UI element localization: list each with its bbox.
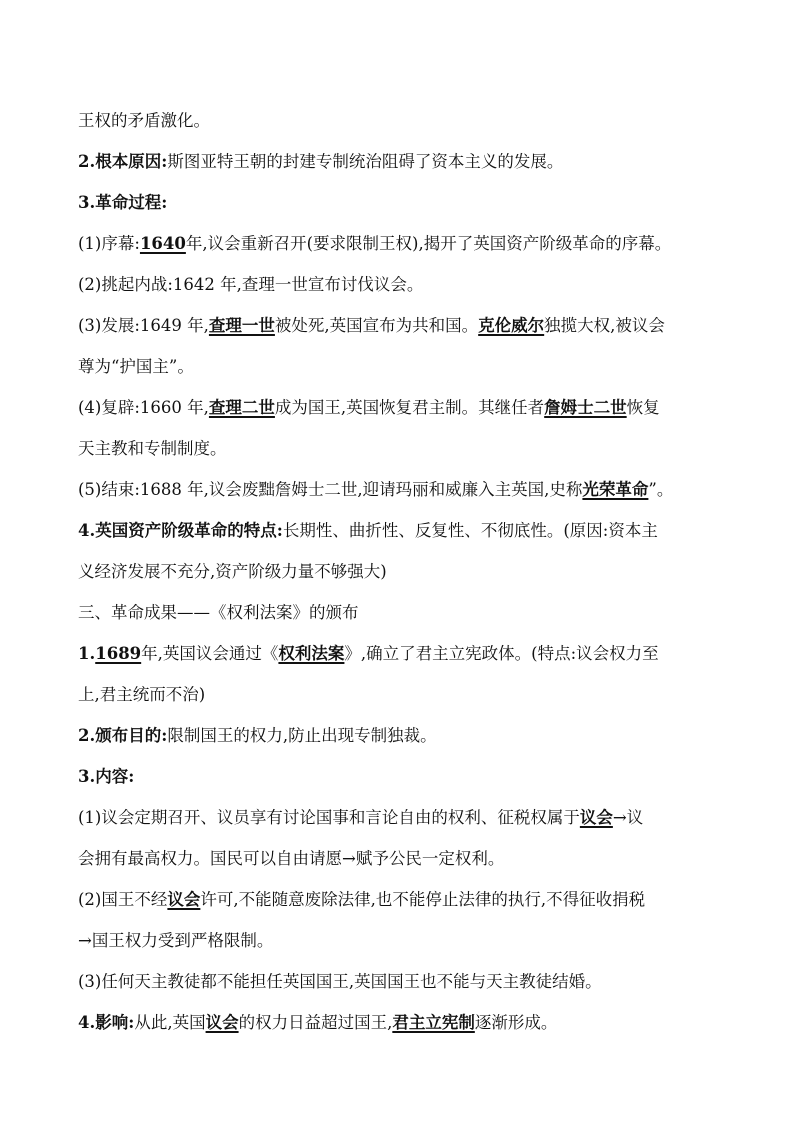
- text-line: [78, 715, 724, 756]
- body-text: 王权的矛盾激化。: [78, 111, 210, 130]
- bold-heading: 4.英国资产阶级革命的特点:: [78, 521, 283, 540]
- body-text: 上,君主统而不治): [78, 685, 206, 704]
- text-line: [78, 633, 724, 674]
- body-text: 义经济发展不充分,资产阶级力量不够强大): [78, 562, 387, 581]
- text-line: [78, 961, 724, 1002]
- body-text: 被处死,英国宣布为共和国。: [274, 316, 479, 335]
- body-text: 的权力日益超过国王,: [238, 1013, 393, 1032]
- key-term: 光荣革命: [582, 480, 649, 499]
- text-line: [78, 510, 724, 551]
- body-text: 三、革命成果——《权利法案》的颁布: [78, 603, 359, 622]
- body-text: 恢复: [626, 398, 660, 417]
- key-term: 查理二世: [208, 398, 275, 417]
- text-line: [78, 264, 724, 305]
- document-body: [78, 100, 724, 1043]
- body-text: 年,英国议会通过《: [141, 644, 279, 663]
- body-text: (5)结束:1688 年,议会废黜詹姆士二世,迎请玛丽和威廉入主英国,史称: [78, 480, 583, 499]
- body-text: (2)国王不经: [78, 890, 168, 909]
- text-line: [78, 756, 724, 797]
- body-text: →议: [612, 808, 644, 827]
- bold-heading: 2.根本原因:: [78, 152, 168, 171]
- text-line: [78, 551, 724, 592]
- body-text: (3)任何天主教徒都不能担任英国国王,英国国王也不能与天主教徒结婚。: [78, 972, 602, 991]
- key-term: 詹姆士二世: [544, 398, 627, 417]
- bold-heading: 4.影响:: [78, 1013, 135, 1032]
- text-line: [78, 428, 724, 469]
- text-line: [78, 797, 724, 838]
- body-text: →国王权力受到严格限制。: [78, 931, 274, 950]
- text-line: [78, 223, 724, 264]
- key-term: 1640: [139, 234, 186, 253]
- key-term: 克伦威尔: [478, 316, 545, 335]
- key-term: 议会: [579, 808, 613, 827]
- body-text: 年,议会重新召开(要求限制王权),揭开了英国资产阶级革命的序幕。: [185, 234, 672, 253]
- key-term: 议会: [167, 890, 201, 909]
- bold-heading: 3.内容:: [78, 767, 135, 786]
- text-line: [78, 838, 724, 879]
- text-line: [78, 879, 724, 920]
- text-line: [78, 920, 724, 961]
- key-term: 权利法案: [278, 644, 345, 663]
- body-text: 会拥有最高权力。国民可以自由请愿→赋予公民一定权利。: [78, 849, 505, 868]
- text-line: [78, 182, 724, 223]
- text-line: [78, 1002, 724, 1043]
- key-term: 议会: [205, 1013, 239, 1032]
- body-text: (3)发展:1649 年,: [78, 316, 209, 335]
- bold-heading: 1.: [78, 644, 96, 663]
- body-text: 许可,不能随意废除法律,也不能停止法律的执行,不得征收捐税: [200, 890, 646, 909]
- body-text: 限制国王的权力,防止出现专制独裁。: [167, 726, 437, 745]
- bold-heading: 3.革命过程:: [78, 193, 168, 212]
- body-text: 成为国王,英国恢复君主制。其继任者: [274, 398, 545, 417]
- body-text: (1)序幕:: [78, 234, 140, 253]
- body-text: (1)议会定期召开、议员享有讨论国事和言论自由的权利、征税权属于: [78, 808, 580, 827]
- body-text: (4)复辟:1660 年,: [78, 398, 209, 417]
- text-line: [78, 141, 724, 182]
- body-text: 》,确立了君主立宪政体。(特点:议会权力至: [344, 644, 659, 663]
- body-text: (2)挑起内战:1642 年,查理一世宣布讨伐议会。: [78, 275, 424, 294]
- text-line: [78, 469, 724, 510]
- text-line: [78, 346, 724, 387]
- text-line: [78, 305, 724, 346]
- body-text: 天主教和专制制度。: [78, 439, 227, 458]
- body-text: 从此,英国: [134, 1013, 206, 1032]
- body-text: 斯图亚特王朝的封建专制统治阻碍了资本主义的发展。: [167, 152, 564, 171]
- body-text: 独揽大权,被议会: [544, 316, 665, 335]
- text-line: [78, 592, 724, 633]
- text-line: [78, 674, 724, 715]
- body-text: 尊为“护国主”。: [78, 357, 194, 376]
- text-line: [78, 387, 724, 428]
- bold-heading: 2.颁布目的:: [78, 726, 168, 745]
- key-term: 君主立宪制: [392, 1013, 475, 1032]
- body-text: ”。: [648, 480, 674, 499]
- key-term: 查理一世: [208, 316, 275, 335]
- key-term: 1689: [95, 644, 142, 663]
- body-text: 长期性、曲折性、反复性、不彻底性。(原因:资本主: [282, 521, 658, 540]
- body-text: 逐渐形成。: [474, 1013, 558, 1032]
- text-line: [78, 100, 724, 141]
